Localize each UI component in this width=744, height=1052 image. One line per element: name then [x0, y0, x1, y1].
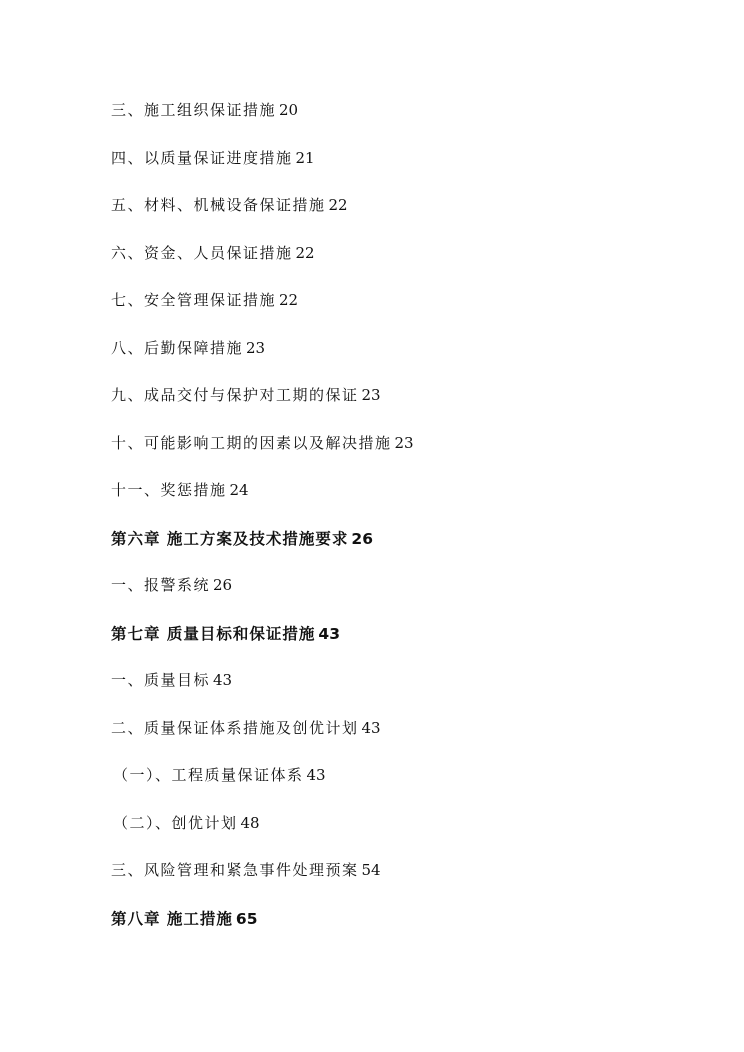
toc-entry-page: 24 [229, 481, 249, 499]
toc-entry[interactable] [111, 384, 711, 432]
toc-entry-title: 三、施工组织保证措施 [111, 101, 277, 119]
toc-subentry[interactable] [111, 764, 711, 812]
toc-entry[interactable] [111, 717, 711, 765]
toc-chapter-title: 第六章 施工方案及技术措施要求 [111, 529, 349, 548]
toc-entry[interactable] [111, 669, 711, 717]
toc-entry-title: 五、材料、机械设备保证措施 [111, 196, 326, 214]
toc-chapter-title: 第八章 施工措施 [111, 909, 233, 928]
toc-entry-page: 23 [246, 338, 266, 357]
toc-entry[interactable] [111, 432, 711, 480]
toc-entry-title: 十、可能影响工期的因素以及解决措施 [111, 433, 392, 452]
toc-entry-title: 十一、奖惩措施 [111, 481, 227, 499]
toc-entry-title: 七、安全管理保证措施 [111, 291, 277, 309]
toc-entry[interactable] [111, 574, 711, 622]
toc-entry-title: 一、报警系统 [111, 576, 211, 594]
toc-subentry-page: 48 [240, 813, 260, 832]
toc-entry-page: 26 [213, 576, 233, 594]
toc-chapter-heading[interactable] [111, 527, 711, 575]
toc-entry-page: 21 [295, 148, 315, 167]
toc-entry-page: 23 [361, 386, 381, 404]
toc-subentry-page: 43 [306, 766, 326, 784]
toc-entry-page: 23 [394, 433, 414, 452]
toc-entry[interactable] [111, 859, 711, 907]
toc-chapter-page: 43 [318, 624, 340, 643]
toc-entry[interactable] [111, 147, 711, 195]
toc-entry-page: 54 [361, 861, 381, 879]
toc-chapter-page: 65 [235, 909, 258, 928]
toc-entry-page: 43 [213, 671, 233, 689]
toc-entry[interactable] [111, 99, 711, 147]
toc-entry[interactable] [111, 337, 711, 385]
toc-subentry-title: （二）、创优计划 [113, 813, 238, 832]
toc-subentry[interactable] [111, 812, 711, 860]
toc-entry-title: 一、质量目标 [111, 671, 211, 689]
toc-entry-title: 三、风险管理和紧急事件处理预案 [111, 861, 359, 879]
toc-subentry-title: （一）、工程质量保证体系 [113, 766, 304, 784]
toc-entry-title: 八、后勤保障措施 [111, 338, 244, 357]
toc-entry-page: 20 [279, 101, 299, 119]
toc-entry[interactable] [111, 479, 711, 527]
toc-entry[interactable] [111, 242, 711, 290]
toc-entry-title: 二、质量保证体系措施及创优计划 [111, 718, 359, 737]
toc-chapter-heading[interactable] [111, 907, 711, 955]
toc-entry-page: 43 [361, 718, 381, 737]
toc-entry-title: 四、以质量保证进度措施 [111, 148, 293, 167]
toc-entry[interactable] [111, 289, 711, 337]
toc-chapter-heading[interactable] [111, 622, 711, 670]
toc-entry-title: 六、资金、人员保证措施 [111, 243, 293, 262]
toc-chapter-title: 第七章 质量目标和保证措施 [111, 624, 316, 643]
toc-entry[interactable] [111, 194, 711, 242]
toc-entry-title: 九、成品交付与保护对工期的保证 [111, 386, 359, 404]
toc-entry-page: 22 [295, 243, 315, 262]
toc-chapter-page: 26 [351, 529, 373, 548]
table-of-contents [111, 99, 711, 954]
toc-entry-page: 22 [328, 196, 348, 214]
toc-entry-page: 22 [279, 291, 299, 309]
